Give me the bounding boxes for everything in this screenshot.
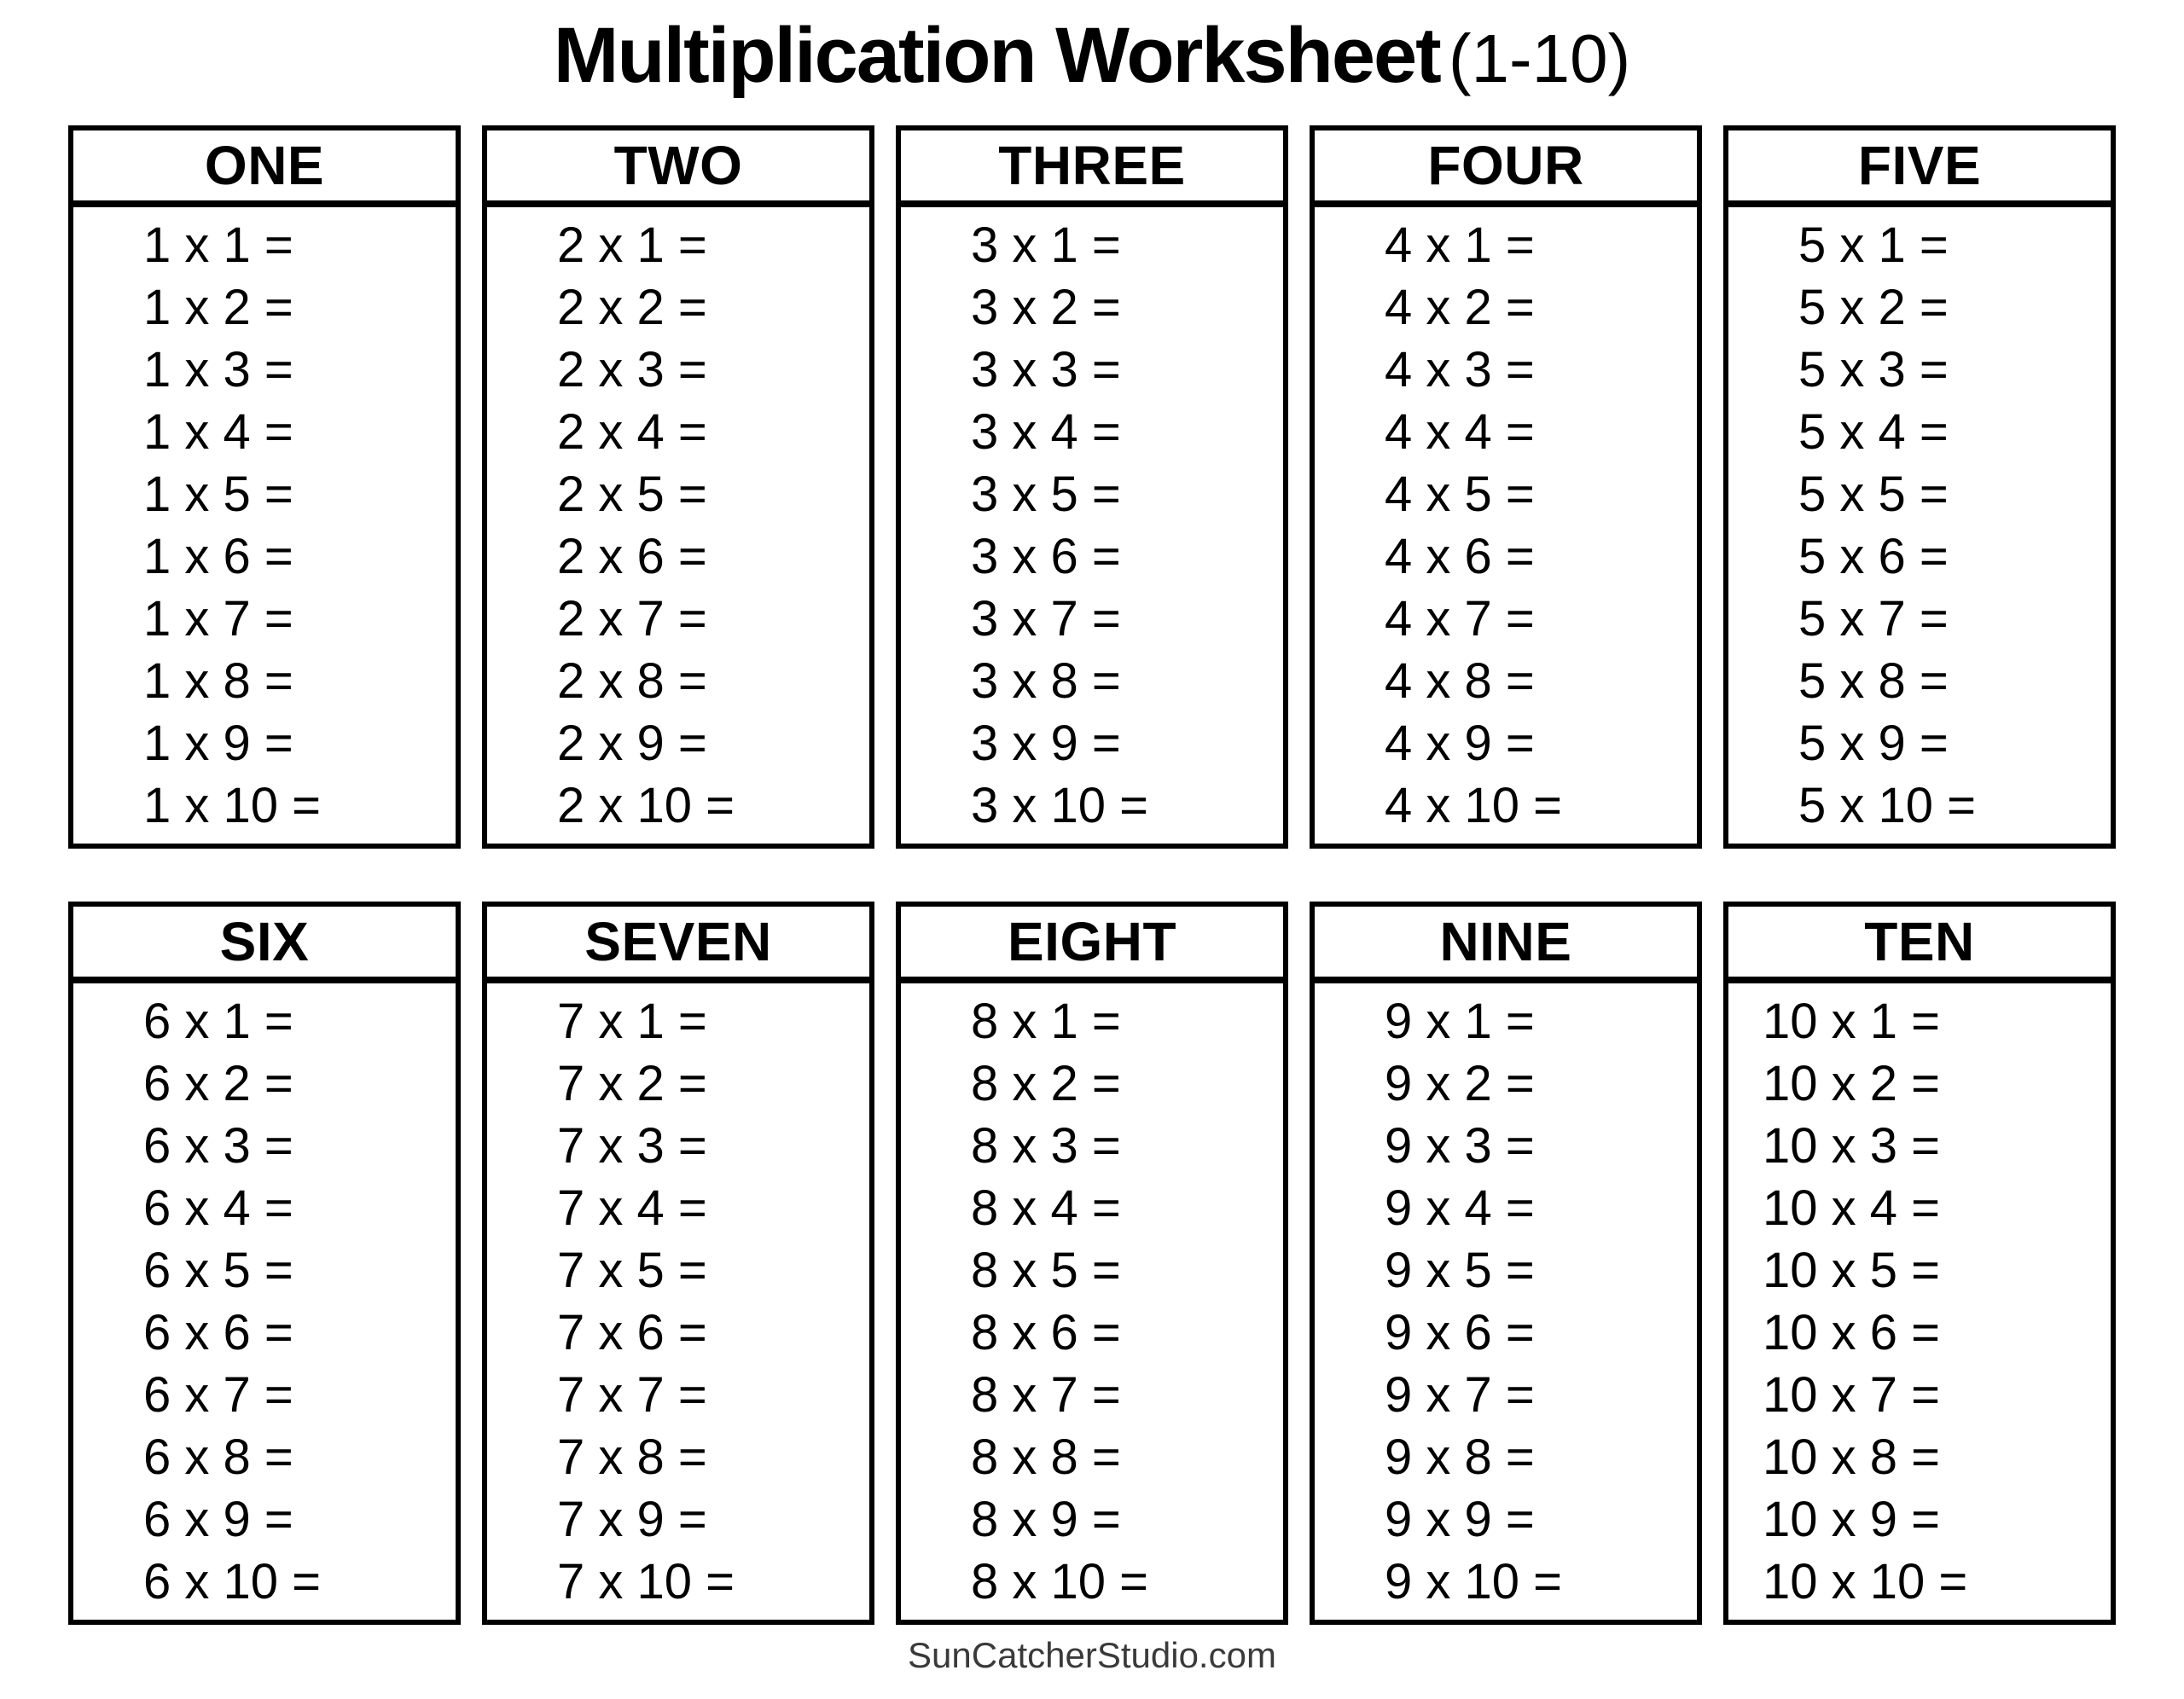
table-two — [482, 125, 874, 849]
problem-row: 7 x 6 = — [557, 1305, 707, 1361]
problem-row: 3 x 3 = — [971, 342, 1121, 398]
problem-row: 1 x 4 = — [143, 404, 293, 461]
problem-row: 1 x 3 = — [143, 342, 293, 398]
problem-row: 2 x 9 = — [557, 716, 707, 772]
problem-row: 5 x 1 = — [1798, 217, 1949, 274]
problem-row: 5 x 8 = — [1798, 653, 1949, 710]
table-body — [73, 983, 456, 1613]
table-title: FIVE — [1857, 135, 1982, 197]
problem-row: 10 x 4 = — [1763, 1180, 1940, 1237]
worksheet-grid — [68, 125, 2116, 1625]
problem-row: 2 x 6 = — [557, 529, 707, 585]
problem-row: 4 x 2 = — [1385, 280, 1535, 336]
problem-row: 3 x 1 = — [971, 217, 1121, 274]
problem-row: 6 x 8 = — [143, 1429, 293, 1486]
table-body — [1728, 983, 2111, 1613]
problem-row: 3 x 7 = — [971, 591, 1121, 647]
problem-row: 6 x 1 = — [143, 994, 293, 1050]
problem-row: 1 x 10 = — [143, 778, 321, 834]
problem-row: 9 x 10 = — [1385, 1554, 1562, 1610]
table-title: SIX — [219, 911, 310, 973]
table-header — [901, 907, 1283, 983]
problem-row: 4 x 10 = — [1385, 778, 1562, 834]
problem-row: 6 x 10 = — [143, 1554, 321, 1610]
table-title: TEN — [1864, 911, 1975, 973]
table-four — [1310, 125, 1702, 849]
table-eight — [896, 902, 1288, 1625]
problem-row: 4 x 8 = — [1385, 653, 1535, 710]
problem-row: 8 x 1 = — [971, 994, 1121, 1050]
problem-row: 7 x 8 = — [557, 1429, 707, 1486]
table-title: THREE — [998, 135, 1186, 197]
problem-row: 6 x 2 = — [143, 1056, 293, 1112]
problem-row: 1 x 2 = — [143, 280, 293, 336]
table-header — [1728, 907, 2111, 983]
table-header — [1315, 907, 1697, 983]
problem-row: 4 x 6 = — [1385, 529, 1535, 585]
table-ten — [1723, 902, 2116, 1625]
table-body — [487, 983, 869, 1613]
problem-row: 2 x 2 = — [557, 280, 707, 336]
problem-row: 9 x 2 = — [1385, 1056, 1535, 1112]
problem-row: 7 x 2 = — [557, 1056, 707, 1112]
table-five — [1723, 125, 2116, 849]
table-one — [68, 125, 461, 849]
table-body — [1315, 983, 1697, 1613]
table-body — [901, 983, 1283, 1613]
problem-row: 10 x 1 = — [1763, 994, 1940, 1050]
table-header — [73, 130, 456, 207]
problem-row: 10 x 5 = — [1763, 1243, 1940, 1299]
problem-row: 8 x 8 = — [971, 1429, 1121, 1486]
table-three — [896, 125, 1288, 849]
problem-row: 9 x 5 = — [1385, 1243, 1535, 1299]
problem-row: 10 x 8 = — [1763, 1429, 1940, 1486]
table-body — [1728, 207, 2111, 837]
page-footer — [0, 1635, 2184, 1676]
worksheet-range: (1-10) — [1448, 20, 1631, 96]
problem-row: 7 x 1 = — [557, 994, 707, 1050]
table-header — [1315, 130, 1697, 207]
problem-row: 9 x 6 = — [1385, 1305, 1535, 1361]
problem-row: 5 x 4 = — [1798, 404, 1949, 461]
problem-row: 8 x 9 = — [971, 1492, 1121, 1548]
problem-row: 8 x 5 = — [971, 1243, 1121, 1299]
problem-row: 4 x 1 = — [1385, 217, 1535, 274]
problem-row: 5 x 3 = — [1798, 342, 1949, 398]
problem-row: 3 x 10 = — [971, 778, 1148, 834]
problem-row: 4 x 3 = — [1385, 342, 1535, 398]
problem-row: 10 x 9 = — [1763, 1492, 1940, 1548]
problem-row: 8 x 7 = — [971, 1367, 1121, 1424]
table-body — [1315, 207, 1697, 837]
table-title: TWO — [613, 135, 743, 197]
problem-row: 6 x 5 = — [143, 1243, 293, 1299]
table-body — [901, 207, 1283, 837]
problem-row: 10 x 6 = — [1763, 1305, 1940, 1361]
problem-row: 5 x 2 = — [1798, 280, 1949, 336]
problem-row: 10 x 7 = — [1763, 1367, 1940, 1424]
problem-row: 9 x 8 = — [1385, 1429, 1535, 1486]
problem-row: 9 x 3 = — [1385, 1118, 1535, 1174]
problem-row: 4 x 4 = — [1385, 404, 1535, 461]
table-title: ONE — [204, 135, 325, 197]
problem-row: 1 x 9 = — [143, 716, 293, 772]
problem-row: 6 x 7 = — [143, 1367, 293, 1424]
table-header — [487, 130, 869, 207]
problem-row: 9 x 4 = — [1385, 1180, 1535, 1237]
problem-row: 4 x 9 = — [1385, 716, 1535, 772]
problem-row: 4 x 7 = — [1385, 591, 1535, 647]
table-header — [901, 130, 1283, 207]
table-six — [68, 902, 461, 1625]
problem-row: 3 x 5 = — [971, 467, 1121, 523]
problem-row: 1 x 5 = — [143, 467, 293, 523]
table-title: FOUR — [1427, 135, 1584, 197]
problem-row: 8 x 10 = — [971, 1554, 1148, 1610]
problem-row: 7 x 4 = — [557, 1180, 707, 1237]
problem-row: 7 x 10 = — [557, 1554, 735, 1610]
table-title: EIGHT — [1007, 911, 1177, 973]
problem-row: 2 x 7 = — [557, 591, 707, 647]
table-body — [73, 207, 456, 837]
page-title — [0, 12, 2184, 100]
problem-row: 8 x 4 = — [971, 1180, 1121, 1237]
problem-row: 5 x 7 = — [1798, 591, 1949, 647]
problem-row: 5 x 10 = — [1798, 778, 1976, 834]
problem-row: 7 x 7 = — [557, 1367, 707, 1424]
problem-row: 8 x 2 = — [971, 1056, 1121, 1112]
footer-credit: SunCatcherStudio.com — [908, 1635, 1276, 1676]
problem-row: 10 x 3 = — [1763, 1118, 1940, 1174]
problem-row: 4 x 5 = — [1385, 467, 1535, 523]
problem-row: 6 x 9 = — [143, 1492, 293, 1548]
problem-row: 10 x 2 = — [1763, 1056, 1940, 1112]
problem-row: 8 x 3 = — [971, 1118, 1121, 1174]
problem-row: 2 x 5 = — [557, 467, 707, 523]
problem-row: 2 x 1 = — [557, 217, 707, 274]
worksheet-title: Multiplication Worksheet — [553, 12, 1440, 99]
problem-row: 1 x 8 = — [143, 653, 293, 710]
table-header — [1728, 130, 2111, 207]
problem-row: 2 x 8 = — [557, 653, 707, 710]
problem-row: 1 x 7 = — [143, 591, 293, 647]
problem-row: 7 x 5 = — [557, 1243, 707, 1299]
table-body — [487, 207, 869, 837]
problem-row: 3 x 2 = — [971, 280, 1121, 336]
table-nine — [1310, 902, 1702, 1625]
table-header — [487, 907, 869, 983]
page-header — [0, 12, 2184, 100]
table-header — [73, 907, 456, 983]
problem-row: 3 x 8 = — [971, 653, 1121, 710]
problem-row: 7 x 3 = — [557, 1118, 707, 1174]
problem-row: 5 x 9 = — [1798, 716, 1949, 772]
problem-row: 1 x 6 = — [143, 529, 293, 585]
problem-row: 5 x 5 = — [1798, 467, 1949, 523]
problem-row: 2 x 3 = — [557, 342, 707, 398]
problem-row: 3 x 4 = — [971, 404, 1121, 461]
problem-row: 7 x 9 = — [557, 1492, 707, 1548]
table-seven — [482, 902, 874, 1625]
table-title: SEVEN — [584, 911, 772, 973]
table-title: NINE — [1439, 911, 1572, 973]
problem-row: 9 x 9 = — [1385, 1492, 1535, 1548]
problem-row: 6 x 4 = — [143, 1180, 293, 1237]
problem-row: 2 x 4 = — [557, 404, 707, 461]
problem-row: 8 x 6 = — [971, 1305, 1121, 1361]
problem-row: 6 x 6 = — [143, 1305, 293, 1361]
problem-row: 6 x 3 = — [143, 1118, 293, 1174]
problem-row: 1 x 1 = — [143, 217, 293, 274]
problem-row: 9 x 1 = — [1385, 994, 1535, 1050]
problem-row: 5 x 6 = — [1798, 529, 1949, 585]
problem-row: 2 x 10 = — [557, 778, 735, 834]
problem-row: 3 x 6 = — [971, 529, 1121, 585]
problem-row: 9 x 7 = — [1385, 1367, 1535, 1424]
problem-row: 10 x 10 = — [1763, 1554, 1968, 1610]
problem-row: 3 x 9 = — [971, 716, 1121, 772]
